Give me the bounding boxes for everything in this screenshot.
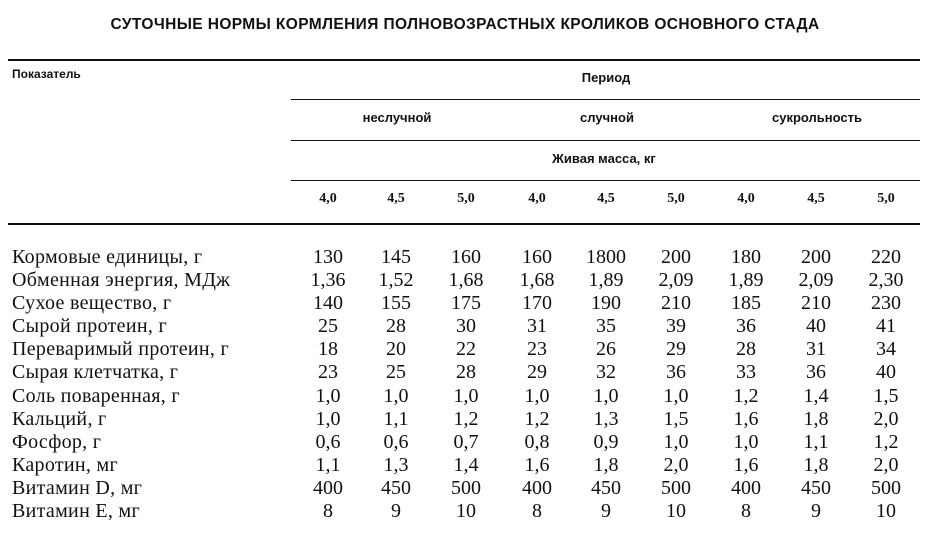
table-cell: 1,68	[519, 269, 555, 292]
table-cell: 26	[596, 338, 616, 361]
table-cell: 23	[527, 338, 547, 361]
table-cell: 9	[601, 500, 611, 523]
table-cell: 18	[318, 338, 338, 361]
table-cell: 1,5	[663, 407, 689, 430]
row-label: Кальций, г	[12, 407, 107, 430]
table-cell: 36	[666, 361, 686, 384]
table-cell: 31	[527, 315, 547, 338]
table-cell: 28	[456, 361, 476, 384]
table-cell: 23	[318, 361, 338, 384]
table-cell: 36	[806, 361, 826, 384]
mass-cell: 4,5	[597, 191, 615, 206]
table-cell: 175	[451, 292, 481, 315]
period-header: Период	[581, 70, 631, 85]
row-label: Фосфор, г	[12, 430, 102, 453]
table-cell: 36	[736, 315, 756, 338]
table-cell: 160	[522, 246, 552, 268]
row-label: Витамин D, мг	[12, 476, 143, 499]
table-cell: 1,3	[383, 453, 409, 476]
table-cell: 28	[736, 338, 756, 361]
table-cell: 1,4	[453, 453, 479, 476]
header-bottom-rule	[8, 223, 920, 225]
table-cell: 1800	[586, 246, 626, 268]
table-cell: 450	[801, 476, 831, 499]
table-cell: 8	[741, 500, 751, 523]
table-cell: 0,6	[383, 430, 409, 453]
table-cell: 1,36	[310, 269, 346, 292]
table-cell: 400	[313, 476, 343, 499]
table-cell: 8	[323, 500, 333, 523]
row-label: Сырая клетчатка, г	[12, 361, 179, 384]
table-cell: 2,09	[658, 269, 694, 292]
table-cell: 180	[731, 246, 761, 268]
table-cell: 22	[456, 338, 476, 361]
table-cell: 25	[318, 315, 338, 338]
table-row	[0, 431, 930, 454]
subperiod-rule	[291, 140, 920, 141]
table-cell: 1,2	[453, 407, 479, 430]
table-cell: 2,30	[868, 269, 904, 292]
table-row	[0, 292, 930, 315]
row-label: Кормовые единицы, г	[12, 246, 203, 268]
indicator-header: Показатель	[12, 67, 81, 81]
live-mass-header: Живая масса, кг	[552, 151, 656, 166]
table-cell: 2,0	[663, 453, 689, 476]
table-row	[0, 454, 930, 477]
row-label: Витамин Е, мг	[12, 500, 140, 523]
table-cell: 1,1	[803, 430, 829, 453]
table-cell: 145	[381, 246, 411, 268]
table-cell: 1,8	[593, 453, 619, 476]
period-mating: случной	[580, 110, 634, 125]
table-cell: 400	[731, 476, 761, 499]
table-cell: 200	[801, 246, 831, 268]
table-cell: 31	[806, 338, 826, 361]
row-label: Обменная энергия, МДж	[12, 269, 231, 292]
table-cell: 1,1	[315, 453, 341, 476]
table-row	[0, 500, 930, 523]
table-cell: 450	[591, 476, 621, 499]
table-cell: 1,6	[524, 453, 550, 476]
table-cell: 2,09	[798, 269, 834, 292]
table-cell: 10	[876, 500, 896, 523]
period-rule	[291, 99, 920, 100]
table-cell: 140	[313, 292, 343, 315]
table-cell: 0,8	[524, 430, 550, 453]
table-cell: 1,0	[453, 384, 479, 407]
table-cell: 1,68	[448, 269, 484, 292]
table-cell: 39	[666, 315, 686, 338]
table-cell: 0,9	[593, 430, 619, 453]
table-cell: 1,0	[663, 384, 689, 407]
table-cell: 1,2	[733, 384, 759, 407]
row-label: Сухое вещество, г	[12, 292, 172, 315]
period-nonmating: неслучной	[362, 110, 432, 125]
table-cell: 170	[522, 292, 552, 315]
mass-cell: 4,0	[737, 191, 755, 206]
table-cell: 8	[532, 500, 542, 523]
top-rule	[8, 59, 920, 61]
table-cell: 1,8	[803, 453, 829, 476]
table-row	[0, 361, 930, 384]
table-cell: 30	[456, 315, 476, 338]
table-cell: 500	[451, 476, 481, 499]
mass-cell: 4,0	[528, 191, 546, 206]
table-cell: 0,6	[315, 430, 341, 453]
table-cell: 230	[871, 292, 901, 315]
table-row	[0, 338, 930, 361]
table-cell: 1,1	[383, 407, 409, 430]
row-label: Сырой протеин, г	[12, 315, 167, 338]
table-row	[0, 246, 930, 269]
row-label: Соль поваренная, г	[12, 384, 180, 407]
table-cell: 220	[871, 246, 901, 268]
row-label: Каротин, мг	[12, 453, 118, 476]
table-cell: 200	[661, 246, 691, 268]
table-cell: 1,0	[315, 384, 341, 407]
table-cell: 1,2	[873, 430, 899, 453]
table-cell: 2,0	[873, 453, 899, 476]
table-cell: 0,7	[453, 430, 479, 453]
table-cell: 35	[596, 315, 616, 338]
table-row	[0, 269, 930, 292]
mass-cell: 4,0	[319, 191, 337, 206]
mass-cell: 4,5	[807, 191, 825, 206]
table-row	[0, 315, 930, 338]
mass-cell: 5,0	[877, 191, 895, 206]
table-body	[0, 246, 930, 523]
row-label: Переваримый протеин, г	[12, 338, 230, 361]
mass-cell: 5,0	[667, 191, 685, 206]
table-cell: 160	[451, 246, 481, 268]
table-cell: 1,89	[728, 269, 764, 292]
table-cell: 1,0	[663, 430, 689, 453]
table-cell: 130	[313, 246, 343, 268]
table-cell: 1,5	[873, 384, 899, 407]
table-cell: 155	[381, 292, 411, 315]
table-cell: 1,0	[733, 430, 759, 453]
table-cell: 29	[666, 338, 686, 361]
period-pregnancy: сукрольность	[772, 110, 862, 125]
table-cell: 1,52	[378, 269, 414, 292]
table-cell: 20	[386, 338, 406, 361]
table-cell: 9	[391, 500, 401, 523]
table-cell: 33	[736, 361, 756, 384]
table-cell: 400	[522, 476, 552, 499]
table-cell: 210	[801, 292, 831, 315]
table-cell: 10	[456, 500, 476, 523]
table-cell: 29	[527, 361, 547, 384]
mass-rule	[291, 180, 920, 181]
table-cell: 1,6	[733, 407, 759, 430]
table-cell: 1,0	[315, 407, 341, 430]
table-cell: 185	[731, 292, 761, 315]
table-cell: 1,2	[524, 407, 550, 430]
table-row	[0, 385, 930, 408]
table-cell: 1,0	[524, 384, 550, 407]
table-cell: 9	[811, 500, 821, 523]
table-cell: 41	[876, 315, 896, 338]
table-cell: 1,4	[803, 384, 829, 407]
table-cell: 2,0	[873, 407, 899, 430]
table-cell: 28	[386, 315, 406, 338]
table-cell: 1,6	[733, 453, 759, 476]
table-row	[0, 477, 930, 500]
mass-cell: 5,0	[457, 191, 475, 206]
table-cell: 500	[661, 476, 691, 499]
table-cell: 190	[591, 292, 621, 315]
table-cell: 40	[876, 361, 896, 384]
table-cell: 25	[386, 361, 406, 384]
table-cell: 34	[876, 338, 896, 361]
table-cell: 40	[806, 315, 826, 338]
table-cell: 10	[666, 500, 686, 523]
table-title: СУТОЧНЫЕ НОРМЫ КОРМЛЕНИЯ ПОЛНОВОЗРАСТНЫХ КРОЛИКОВ ОСНОВНОГО СТАДА	[110, 16, 820, 33]
table-cell: 1,89	[588, 269, 624, 292]
table-cell: 210	[661, 292, 691, 315]
table-cell: 1,8	[803, 407, 829, 430]
table-cell: 500	[871, 476, 901, 499]
table-cell: 1,0	[593, 384, 619, 407]
table-row	[0, 408, 930, 431]
table-cell: 1,0	[383, 384, 409, 407]
mass-cell: 4,5	[387, 191, 405, 206]
table-cell: 32	[596, 361, 616, 384]
table-cell: 450	[381, 476, 411, 499]
table-cell: 1,3	[593, 407, 619, 430]
